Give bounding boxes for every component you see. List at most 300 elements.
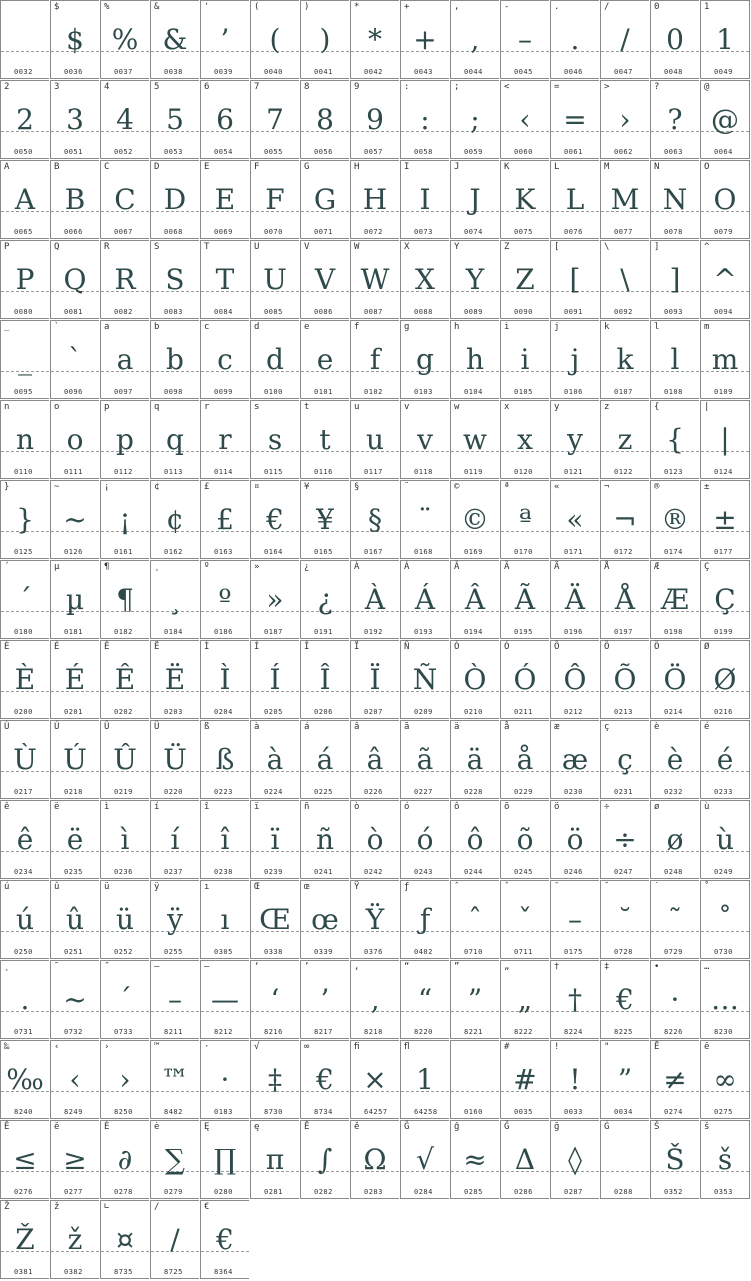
character-label: ´	[4, 562, 10, 572]
character-label: E	[204, 162, 210, 172]
character-label: …	[704, 962, 710, 972]
character-label: §	[354, 482, 360, 492]
character-label: )	[304, 2, 310, 12]
character-label: Å	[604, 562, 610, 572]
code-point: 0195	[514, 628, 533, 636]
glyph-sample: €	[316, 1063, 334, 1096]
character-label: ô	[454, 802, 460, 812]
glyph-cell	[150, 1120, 199, 1199]
glyph-cell	[400, 1120, 449, 1199]
character-label: ˝	[104, 962, 110, 972]
character-label: ﬂ	[404, 1042, 410, 1052]
character-label: ®	[654, 482, 660, 492]
glyph-sample: –	[518, 23, 532, 56]
character-label: ›	[104, 1042, 110, 1052]
glyph-cell	[400, 320, 449, 399]
glyph-sample: u	[365, 423, 385, 456]
character-label: L	[554, 162, 560, 172]
glyph-sample: Ú	[63, 743, 87, 776]
glyph-sample: ‚	[370, 983, 380, 1016]
character-label: £	[204, 482, 210, 492]
character-label: =	[554, 82, 560, 92]
character-label: Ñ	[404, 642, 410, 652]
character-label: Ô	[554, 642, 560, 652]
glyph-sample: U	[263, 263, 287, 296]
character-label: M	[604, 162, 610, 172]
glyph-cell	[0, 80, 49, 159]
glyph-sample: b	[166, 343, 184, 376]
character-label: 8	[304, 82, 310, 92]
code-point: 8730	[264, 1108, 283, 1116]
character-label: Æ	[654, 562, 660, 572]
glyph-cell	[300, 320, 349, 399]
code-point: 0091	[564, 308, 583, 316]
character-label: Ě	[304, 1122, 310, 1132]
glyph-cell	[0, 240, 49, 319]
glyph-sample: v	[417, 423, 433, 456]
glyph-cell	[250, 0, 299, 79]
code-point: 0084	[214, 308, 233, 316]
code-point: 0041	[314, 68, 333, 76]
glyph-cell	[100, 880, 149, 959]
code-point: 0054	[214, 148, 233, 156]
character-label: €	[204, 1202, 210, 1212]
glyph-cell	[0, 480, 49, 559]
glyph-sample: !	[569, 1063, 581, 1096]
character-label: ¢	[154, 482, 160, 492]
glyph-cell	[300, 240, 349, 319]
code-point: 0062	[614, 148, 633, 156]
character-label: &	[154, 2, 160, 12]
code-point: 0124	[714, 468, 733, 476]
glyph-cell	[100, 240, 149, 319]
code-point: 0113	[164, 468, 183, 476]
code-point: 0201	[64, 708, 83, 716]
character-label: ë	[54, 802, 60, 812]
glyph-cell	[50, 800, 99, 879]
glyph-cell	[200, 720, 249, 799]
glyph-cell	[550, 640, 599, 719]
character-label: K	[504, 162, 510, 172]
code-point: 0183	[214, 1108, 233, 1116]
glyph-cell	[350, 560, 399, 639]
character-label: ˚	[704, 882, 710, 892]
glyph-cell	[0, 800, 49, 879]
glyph-sample: \	[620, 263, 630, 296]
code-point: 0196	[564, 628, 583, 636]
glyph-sample: 7	[266, 103, 284, 136]
glyph-cell	[350, 720, 399, 799]
glyph-sample: ’	[320, 983, 330, 1016]
glyph-cell	[450, 560, 499, 639]
glyph-cell	[350, 1120, 399, 1199]
glyph-sample: e	[316, 343, 334, 376]
character-label: /	[604, 2, 610, 12]
character-label: ¸	[154, 562, 160, 572]
code-point: 8735	[114, 1268, 133, 1276]
glyph-sample: Ê	[114, 663, 136, 696]
glyph-cell	[550, 720, 599, 799]
glyph-sample: €	[616, 983, 634, 1016]
glyph-sample: S	[165, 263, 185, 296]
character-label: ì	[104, 802, 110, 812]
code-point: 8734	[314, 1108, 333, 1116]
code-point: 0035	[514, 1108, 533, 1116]
glyph-cell	[500, 400, 549, 479]
glyph-cell	[100, 640, 149, 719]
character-label: P	[4, 242, 10, 252]
character-label: õ	[504, 802, 510, 812]
glyph-cell	[650, 640, 699, 719]
glyph-cell	[100, 400, 149, 479]
glyph-cell	[50, 640, 99, 719]
glyph-cell	[550, 320, 599, 399]
glyph-sample: Š	[665, 1143, 685, 1176]
character-label: œ	[304, 882, 310, 892]
code-point: 0050	[14, 148, 33, 156]
glyph-cell	[250, 960, 299, 1039]
character-label: Ì	[204, 642, 210, 652]
glyph-cell	[150, 640, 199, 719]
glyph-cell	[500, 320, 549, 399]
glyph-sample: ›	[119, 1063, 131, 1096]
glyph-sample: ™	[161, 1063, 189, 1096]
glyph-sample: ∫	[317, 1143, 333, 1176]
character-label: ê	[4, 802, 10, 812]
character-label: ï	[254, 802, 260, 812]
glyph-cell	[300, 400, 349, 479]
code-point: 0381	[14, 1268, 33, 1276]
glyph-sample: „	[517, 983, 533, 1016]
glyph-sample: 0	[666, 23, 684, 56]
glyph-cell	[550, 800, 599, 879]
glyph-sample: Õ	[613, 663, 637, 696]
glyph-sample: ;	[470, 103, 480, 136]
glyph-sample: ^	[713, 263, 737, 296]
code-point: 0094	[714, 308, 733, 316]
character-label: +	[404, 2, 410, 12]
glyph-sample: ˚	[718, 903, 732, 936]
code-point: 64258	[414, 1108, 438, 1116]
glyph-cell	[300, 720, 349, 799]
code-point: 0233	[714, 788, 733, 796]
glyph-cell	[200, 240, 249, 319]
glyph-cell	[600, 720, 649, 799]
glyph-cell	[0, 400, 49, 479]
code-point: 0075	[514, 228, 533, 236]
glyph-cell	[650, 0, 699, 79]
glyph-cell	[600, 640, 649, 719]
glyph-sample: Q	[63, 263, 87, 296]
glyph-cell	[0, 640, 49, 719]
code-point: 0081	[64, 308, 83, 316]
glyph-cell	[650, 400, 699, 479]
code-point: 0090	[514, 308, 533, 316]
code-point: 0274	[664, 1108, 683, 1116]
character-label: B	[54, 162, 60, 172]
glyph-sample: Å	[614, 583, 636, 616]
code-point: 0174	[664, 548, 683, 556]
glyph-sample: B	[64, 183, 86, 216]
glyph-cell	[0, 720, 49, 799]
code-point: 0252	[114, 948, 133, 956]
glyph-cell	[150, 480, 199, 559]
glyph-cell	[450, 0, 499, 79]
glyph-sample: Y	[465, 263, 485, 296]
character-label: D	[154, 162, 160, 172]
code-point: 0115	[264, 468, 283, 476]
glyph-cell	[150, 0, 199, 79]
glyph-cell	[400, 480, 449, 559]
glyph-sample: Ä	[564, 583, 586, 616]
glyph-sample: %	[111, 23, 139, 56]
glyph-cell	[350, 320, 399, 399]
character-label: ã	[404, 722, 410, 732]
code-point: 0109	[714, 388, 733, 396]
character-label: <	[504, 82, 510, 92]
character-label: Z	[504, 242, 510, 252]
character-label: ∟	[104, 1202, 110, 1212]
glyph-cell	[500, 720, 549, 799]
code-point: 0097	[114, 388, 133, 396]
character-label: o	[54, 402, 60, 412]
code-point: 0167	[364, 548, 383, 556]
glyph-sample: É	[64, 663, 86, 696]
glyph-sample: …	[711, 983, 739, 1016]
glyph-sample: p	[116, 423, 134, 456]
glyph-cell	[400, 800, 449, 879]
glyph-cell	[50, 1120, 99, 1199]
character-label: ğ	[554, 1122, 560, 1132]
code-point: 0045	[514, 68, 533, 76]
glyph-sample: ¡	[119, 503, 131, 536]
code-point: 0040	[264, 68, 283, 76]
glyph-cell	[500, 80, 549, 159]
glyph-cell	[100, 1120, 149, 1199]
glyph-sample: ç	[617, 743, 633, 776]
character-label: í	[154, 802, 160, 812]
glyph-cell	[550, 1040, 599, 1119]
glyph-cell	[150, 160, 199, 239]
code-point: 0229	[514, 788, 533, 796]
code-point: 0168	[414, 548, 433, 556]
glyph-cell	[100, 800, 149, 879]
glyph-cell	[250, 240, 299, 319]
glyph-cell	[450, 320, 499, 399]
glyph-sample: k	[616, 343, 634, 376]
code-point: 0186	[214, 628, 233, 636]
glyph-cell	[350, 960, 399, 1039]
character-label: t	[304, 402, 310, 412]
code-point: 0212	[564, 708, 583, 716]
glyph-sample: ]	[669, 263, 681, 296]
character-label: ı	[204, 882, 210, 892]
character-label: ÷	[604, 802, 610, 812]
character-label: ‰	[4, 1042, 10, 1052]
code-point: 0101	[314, 388, 333, 396]
glyph-cell	[400, 1040, 449, 1119]
code-point: 0123	[664, 468, 683, 476]
glyph-cell	[650, 160, 699, 239]
code-point: 0064	[714, 148, 733, 156]
glyph-sample: c	[217, 343, 233, 376]
code-point: 0239	[264, 868, 283, 876]
glyph-sample: µ	[65, 583, 85, 616]
character-label: Ü	[154, 722, 160, 732]
glyph-sample: ž	[67, 1223, 83, 1256]
glyph-cell	[500, 240, 549, 319]
character-label: G	[304, 162, 310, 172]
glyph-cell	[0, 0, 49, 79]
glyph-sample: x	[517, 423, 533, 456]
code-point: 0255	[164, 948, 183, 956]
character-label: —	[204, 962, 210, 972]
glyph-sample: D	[163, 183, 187, 216]
glyph-cell	[400, 0, 449, 79]
glyph-cell	[250, 480, 299, 559]
glyph-cell	[450, 480, 499, 559]
character-label: T	[204, 242, 210, 252]
glyph-cell	[500, 1040, 549, 1119]
glyph-cell	[100, 160, 149, 239]
code-point: 0121	[564, 468, 583, 476]
character-label: ¥	[304, 482, 310, 492]
glyph-cell	[600, 0, 649, 79]
glyph-cell	[250, 160, 299, 239]
glyph-sample: W	[360, 263, 390, 296]
glyph-sample: º	[218, 583, 232, 616]
glyph-sample: –	[168, 983, 182, 1016]
code-point: 0103	[414, 388, 433, 396]
glyph-sample: ?	[667, 103, 683, 136]
glyph-sample: ‡	[268, 1063, 282, 1096]
character-label: ˛	[4, 962, 10, 972]
glyph-cell	[150, 400, 199, 479]
glyph-cell	[250, 560, 299, 639]
glyph-sample: 2	[16, 103, 34, 136]
glyph-sample: 6	[216, 103, 234, 136]
glyph-cell	[350, 480, 399, 559]
glyph-sample: ©	[461, 503, 489, 536]
code-point: 0246	[564, 868, 583, 876]
glyph-sample: l	[670, 343, 680, 376]
code-point: 8482	[164, 1108, 183, 1116]
glyph-cell	[100, 960, 149, 1039]
character-label: ø	[654, 802, 660, 812]
character-label: æ	[554, 722, 560, 732]
character-label: ß	[204, 722, 210, 732]
glyph-cell	[700, 800, 750, 879]
glyph-cell	[200, 1040, 249, 1119]
code-point: 0247	[614, 868, 633, 876]
code-point: 0202	[114, 708, 133, 716]
glyph-cell	[100, 1040, 149, 1119]
glyph-sample: ß	[215, 743, 235, 776]
glyph-sample: ä	[466, 743, 484, 776]
glyph-sample: j	[570, 343, 580, 376]
glyph-cell	[50, 160, 99, 239]
glyph-cell	[0, 160, 49, 239]
glyph-cell	[700, 720, 750, 799]
code-point: 64257	[364, 1108, 388, 1116]
glyph-sample: ÷	[613, 823, 637, 856]
code-point: 0276	[14, 1188, 33, 1196]
code-point: 0070	[264, 228, 283, 236]
character-label: Â	[454, 562, 460, 572]
glyph-cell	[350, 640, 399, 719]
glyph-sample: g	[416, 343, 434, 376]
glyph-cell	[50, 0, 99, 79]
character-label: Î	[304, 642, 310, 652]
character-label: Õ	[604, 642, 610, 652]
glyph-cell	[650, 800, 699, 879]
code-point: 0231	[614, 788, 633, 796]
character-label: U	[254, 242, 260, 252]
character-label: Œ	[254, 882, 260, 892]
character-label: „	[504, 962, 510, 972]
glyph-cell	[250, 1040, 299, 1119]
glyph-sample: ÿ	[167, 903, 183, 936]
glyph-sample: T	[215, 263, 235, 296]
glyph-sample: û	[65, 903, 85, 936]
code-point: 0111	[64, 468, 83, 476]
glyph-cell	[100, 480, 149, 559]
glyph-cell	[300, 880, 349, 959]
glyph-cell	[650, 240, 699, 319]
glyph-sample: A	[14, 183, 36, 216]
glyph-sample: s	[267, 423, 283, 456]
glyph-sample: {	[666, 423, 684, 456]
code-point: 0206	[314, 708, 333, 716]
code-point: 0218	[64, 788, 83, 796]
character-label: ˘	[604, 882, 610, 892]
code-point: 0729	[664, 948, 683, 956]
glyph-sample: 8	[316, 103, 334, 136]
code-point: 0042	[364, 68, 383, 76]
glyph-cell	[150, 1040, 199, 1119]
glyph-sample: ú	[15, 903, 35, 936]
glyph-sample: ”	[467, 983, 483, 1016]
character-label: w	[454, 402, 460, 412]
character-label: ü	[104, 882, 110, 892]
character-label: b	[154, 322, 160, 332]
glyph-sample: ë	[66, 823, 84, 856]
code-point: 8217	[314, 1028, 333, 1036]
glyph-cell	[50, 80, 99, 159]
character-label: ”	[454, 962, 460, 972]
glyph-cell	[550, 0, 599, 79]
glyph-sample: ı	[220, 903, 230, 936]
glyph-sample: ◊	[568, 1143, 582, 1176]
glyph-cell	[600, 240, 649, 319]
glyph-sample: 9	[366, 103, 384, 136]
code-point: 0126	[64, 548, 83, 556]
code-point: 0203	[164, 708, 183, 716]
glyph-cell	[400, 400, 449, 479]
glyph-sample: E	[214, 183, 236, 216]
code-point: 0220	[164, 788, 183, 796]
code-point: 0164	[264, 548, 283, 556]
character-label: 1	[704, 2, 710, 12]
glyph-sample: C	[114, 183, 136, 216]
code-point: 0098	[164, 388, 183, 396]
glyph-sample: ¢	[166, 503, 184, 536]
glyph-cell	[700, 80, 750, 159]
glyph-sample: .	[570, 23, 580, 56]
character-label: ú	[4, 882, 10, 892]
glyph-sample: h	[465, 343, 485, 376]
glyph-sample: #	[513, 1063, 537, 1096]
